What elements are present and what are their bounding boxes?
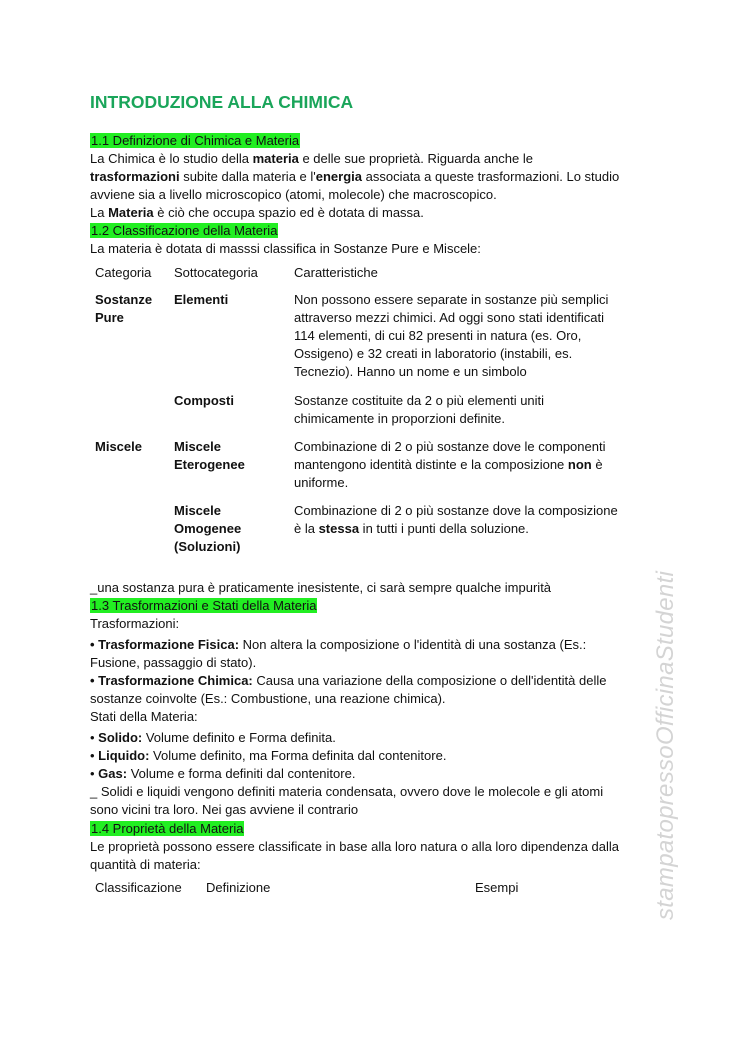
table-header: Esempi <box>475 880 519 895</box>
table-cell: Elementi <box>174 292 229 307</box>
table-cell: Sostanze Pure <box>95 292 153 325</box>
table-header: Caratteristiche <box>294 265 378 280</box>
paragraph-line: trasformazioni subite dalla materia e l'energia associata a queste trasformazioni. Lo studio <box>90 169 620 184</box>
paragraph-line: Fusione, passaggio di stato). <box>90 655 257 670</box>
paragraph-line: La Chimica è lo studio della materia e delle sue proprietà. Riguarda anche le <box>90 151 533 166</box>
table-cell: Combinazione di 2 o più sostanze dove le componenti mantengono identità distinte e la composizione non è uniforme. <box>294 439 606 490</box>
section-heading: 1.3 Trasformazioni e Stati della Materia <box>91 598 317 613</box>
table-cell: Composti <box>174 393 234 408</box>
bullet-item: • Trasformazione Chimica: Causa una variazione della composizione o dell'identità delle <box>90 673 607 688</box>
bullet-item: • Trasformazione Fisica: Non altera la composizione o l'identità di una sostanza (Es.: <box>90 637 587 652</box>
bullet-item: • Liquido: Volume definito, ma Forma definita dal contenitore. <box>90 748 447 763</box>
paragraph-line: avviene sia a livello microscopico (atomi, molecole) che macroscopico. <box>90 187 497 202</box>
paragraph-line: quantità di materia: <box>90 857 201 872</box>
paragraph-line: sono vicini tra loro. Nei gas avviene il contrario <box>90 802 359 817</box>
page-title: INTRODUZIONE ALLA CHIMICA <box>90 92 354 112</box>
bullet-item: • Gas: Volume e forma definiti dal contenitore. <box>90 766 356 781</box>
table-cell: Combinazione di 2 o più sostanze dove la composizione è la stessa in tutti i punti della soluzione. <box>294 503 618 536</box>
section-heading: 1.2 Classificazione della Materia <box>91 223 278 238</box>
section-heading: 1.4 Proprietà della Materia <box>91 821 244 836</box>
table-cell: Miscele Omogenee (Soluzioni) <box>174 503 242 554</box>
table-header: Definizione <box>206 880 271 895</box>
table-cell: Sostanze costituite da 2 o più elementi uniti chimicamente in proporzioni definite. <box>294 393 545 426</box>
paragraph-line: La Materia è ciò che occupa spazio ed è dotata di massa. <box>90 205 424 220</box>
note: _una sostanza pura è praticamente inesistente, ci sarà sempre qualche impurità <box>90 580 552 595</box>
table-header: Classificazione <box>95 880 182 895</box>
table-cell: Miscele Eterogenee <box>174 439 245 472</box>
paragraph-line: La materia è dotata di masssi classifica in Sostanze Pure e Miscele: <box>90 241 481 256</box>
table-cell: Non possono essere separate in sostanze più semplici attraverso mezzi chimici. Ad oggi sono stati identificati 114 elementi, di cui 82 presenti in natura (es. Oro, Ossigeno) e 32 creati in laboratorio (instabili, es. Tecnezio). Hanno un nome e un simbolo <box>294 292 609 379</box>
table-header: Sottocategoria <box>174 265 258 280</box>
table-header: Categoria <box>95 265 152 280</box>
paragraph-line: Trasformazioni: <box>90 616 180 631</box>
paragraph-line: Le proprietà possono essere classificate in base alla loro natura o alla loro dipendenza dalla <box>90 839 620 854</box>
paragraph-line: Stati della Materia: <box>90 709 198 724</box>
section-heading: 1.1 Definizione di Chimica e Materia <box>91 133 300 148</box>
bullet-item: • Solido: Volume definito e Forma definita. <box>90 730 336 745</box>
paragraph-line: sostanze coinvolte (Es.: Combustione, una reazione chimica). <box>90 691 446 706</box>
paragraph-line: _ Solidi e liquidi vengono definiti materia condensata, ovvero dove le molecole e gli atomi <box>90 784 604 799</box>
table-cell: Miscele <box>95 439 142 454</box>
watermark: stampatopressoOfficinaStudenti <box>652 570 679 920</box>
